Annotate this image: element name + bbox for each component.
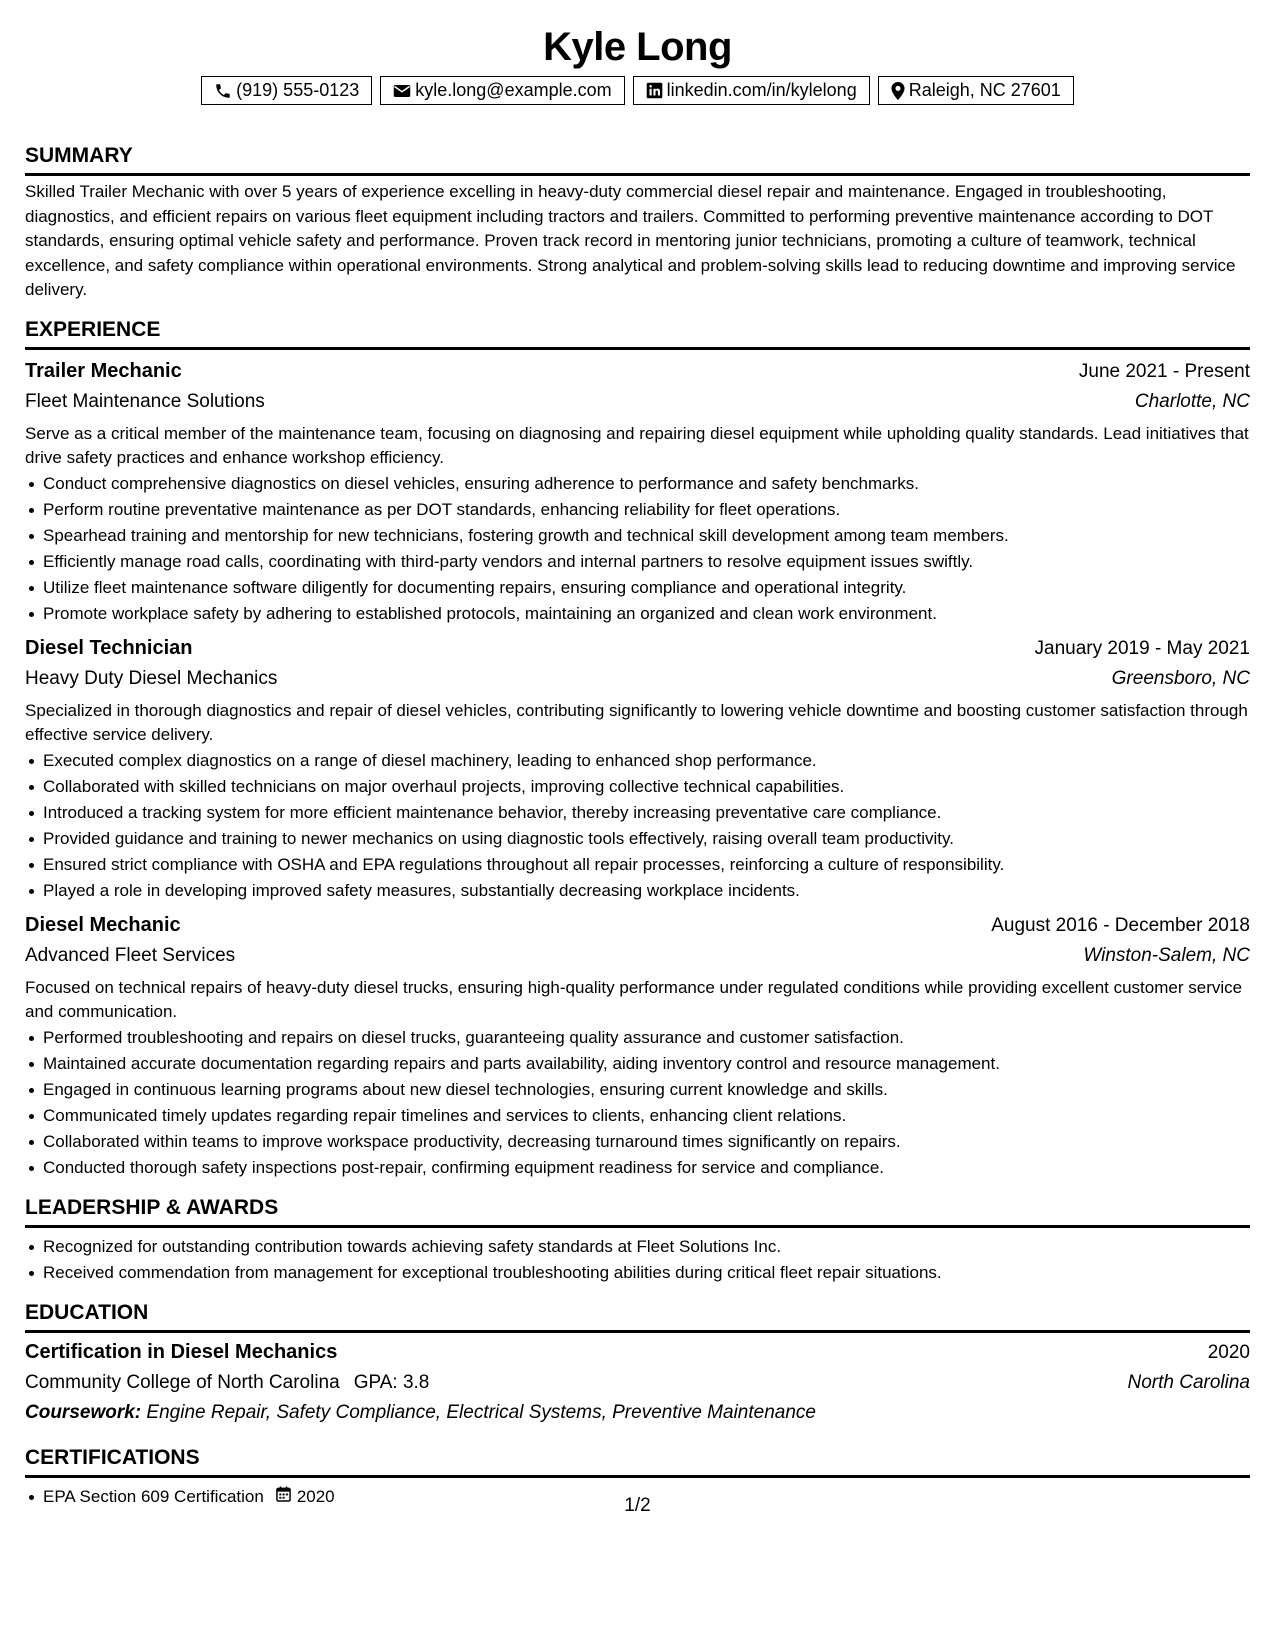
- section-title-certifications: CERTIFICATIONS: [25, 1445, 1250, 1478]
- list-item: Recognized for outstanding contribution towards achieving safety standards at Fleet Solutions Inc.: [43, 1234, 1250, 1260]
- list-item: Maintained accurate documentation regarding repairs and parts availability, aiding inventory control and resource management.: [43, 1051, 1250, 1077]
- list-item: Communicated timely updates regarding repair timelines and services to clients, enhancing client relations.: [43, 1103, 1250, 1129]
- list-item: Promote workplace safety by adhering to established protocols, maintaining an organized and clean work environment.: [43, 601, 1250, 627]
- contact-linkedin-text: linkedin.com/in/kylelong: [666, 80, 857, 100]
- contact-linkedin[interactable]: [633, 76, 870, 105]
- job-date: January 2019 - May 2021: [1034, 637, 1250, 659]
- contact-location: [878, 76, 1074, 105]
- education-location: North Carolina: [1127, 1371, 1250, 1393]
- linkedin-icon: [646, 82, 663, 99]
- section-title-experience: EXPERIENCE: [25, 317, 1250, 350]
- list-item: Ensured strict compliance with OSHA and EPA regulations throughout all repair processes, reinforcing a culture of responsibility.: [43, 852, 1250, 878]
- job-bullets: [25, 1025, 1250, 1181]
- education-coursework: [25, 1398, 1250, 1427]
- candidate-name: Kyle Long: [543, 25, 732, 69]
- job-title: Diesel Technician: [25, 636, 193, 659]
- list-item: Performed troubleshooting and repairs on diesel trucks, guaranteeing quality assurance and customer satisfaction.: [43, 1025, 1250, 1051]
- map-marker-icon: [891, 82, 905, 100]
- list-item: Provided guidance and training to newer mechanics on using diagnostic tools effectively, raising overall team productivity.: [43, 826, 1250, 852]
- section-title-leadership: LEADERSHIP & AWARDS: [25, 1195, 1250, 1228]
- summary-section: [25, 143, 1250, 303]
- list-item: Played a role in developing improved safety measures, substantially decreasing workplace incidents.: [43, 878, 1250, 904]
- job-bullets: [25, 748, 1250, 904]
- job-entry: [25, 633, 1250, 904]
- list-item: Introduced a tracking system for more efficient maintenance behavior, thereby increasing preventative care compliance.: [43, 800, 1250, 826]
- job-entry: [25, 910, 1250, 1181]
- list-item: Spearhead training and mentorship for new technicians, fostering growth and technical skill development among team members.: [43, 523, 1250, 549]
- leadership-bullets: [25, 1234, 1250, 1286]
- list-item: Received commendation from management for exceptional troubleshooting abilities during critical fleet repair situations.: [43, 1260, 1250, 1286]
- experience-section: [25, 317, 1250, 1181]
- education-gpa: GPA: 3.8: [353, 1371, 430, 1393]
- certification-name: EPA Section 609 Certification: [43, 1486, 264, 1506]
- phone-icon: [214, 82, 232, 100]
- job-summary: Serve as a critical member of the maintenance team, focusing on diagnosing and repairing diesel equipment while upholding quality standards. Lead initiatives that drive safety practices and enhance workshop efficiency.: [25, 423, 1249, 467]
- job-entry: [25, 356, 1250, 627]
- summary-text: Skilled Trailer Mechanic with over 5 years of experience excelling in heavy-duty commercial diesel repair and maintenance. Engaged in troubleshooting, diagnostics, and efficient repairs on various fleet equipment including tractors and trailers. Committed to performing preventive maintenance according to DOT standards, ensuring optimal vehicle safety and performance. Proven track record in mentoring junior technicians, promoting a culture of teamwork, technical excellence, and safety compliance within operational environments. Strong analytical and problem-solving skills lead to reducing downtime and improving service delivery.: [25, 182, 1236, 299]
- job-title: Diesel Mechanic: [25, 913, 181, 936]
- job-company: Heavy Duty Diesel Mechanics: [25, 667, 278, 689]
- certification-year: 2020: [296, 1486, 335, 1506]
- resume-page: [25, 22, 1250, 1510]
- contact-phone[interactable]: [201, 76, 372, 105]
- list-item: Engaged in continuous learning programs about new diesel technologies, ensuring current knowledge and skills.: [43, 1077, 1250, 1103]
- job-summary: Focused on technical repairs of heavy-duty diesel trucks, ensuring high-quality performance under regulated conditions while providing excellent customer service and communication.: [25, 977, 1243, 1021]
- job-date: August 2016 - December 2018: [991, 914, 1250, 936]
- coursework-label: Coursework:: [25, 1401, 142, 1423]
- list-item: Collaborated with skilled technicians on major overhaul projects, improving collective technical capabilities.: [43, 774, 1250, 800]
- job-location: Charlotte, NC: [1134, 390, 1250, 412]
- education-degree: Certification in Diesel Mechanics: [25, 1340, 338, 1363]
- job-company: Advanced Fleet Services: [25, 944, 236, 966]
- contact-email[interactable]: [380, 76, 624, 105]
- education-year: 2020: [1207, 1341, 1250, 1363]
- section-title-summary: SUMMARY: [25, 143, 1250, 176]
- job-company: Fleet Maintenance Solutions: [25, 390, 265, 412]
- section-title-education: EDUCATION: [25, 1300, 1250, 1333]
- list-item: Collaborated within teams to improve workspace productivity, decreasing turnaround times significantly on repairs.: [43, 1129, 1250, 1155]
- list-item: Conduct comprehensive diagnostics on diesel vehicles, ensuring adherence to performance and safety benchmarks.: [43, 471, 1250, 497]
- contact-location-text: Raleigh, NC 27601: [908, 80, 1061, 100]
- list-item: Efficiently manage road calls, coordinating with third-party vendors and internal partners to resolve equipment issues swiftly.: [43, 549, 1250, 575]
- job-date: June 2021 - Present: [1078, 360, 1250, 382]
- contact-bar: [25, 76, 1250, 105]
- job-title: Trailer Mechanic: [25, 359, 182, 382]
- leadership-section: [25, 1195, 1250, 1286]
- list-item: Conducted thorough safety inspections post-repair, confirming equipment readiness for service and compliance.: [43, 1155, 1250, 1181]
- contact-email-text: kyle.long@example.com: [415, 80, 612, 100]
- job-bullets: [25, 471, 1250, 627]
- page-number: 1/2: [624, 1495, 651, 1516]
- list-item: Executed complex diagnostics on a range of diesel machinery, leading to enhanced shop performance.: [43, 748, 1250, 774]
- job-location: Winston-Salem, NC: [1083, 944, 1250, 966]
- education-school-line: [25, 1368, 429, 1398]
- coursework-list: Engine Repair, Safety Compliance, Electrical Systems, Preventive Maintenance: [146, 1401, 816, 1423]
- job-summary: Specialized in thorough diagnostics and repair of diesel vehicles, contributing significantly to lowering vehicle downtime and boosting customer satisfaction through effective service delivery.: [25, 700, 1248, 744]
- education-school: Community College of North Carolina: [25, 1371, 340, 1393]
- list-item: Perform routine preventative maintenance as per DOT standards, enhancing reliability for fleet operations.: [43, 497, 1250, 523]
- contact-phone-text: (919) 555-0123: [236, 80, 360, 100]
- education-section: [25, 1300, 1250, 1427]
- list-item: Utilize fleet maintenance software diligently for documenting repairs, ensuring compliance and operational integrity.: [43, 575, 1250, 601]
- job-location: Greensboro, NC: [1111, 667, 1250, 689]
- envelope-icon: [393, 83, 411, 99]
